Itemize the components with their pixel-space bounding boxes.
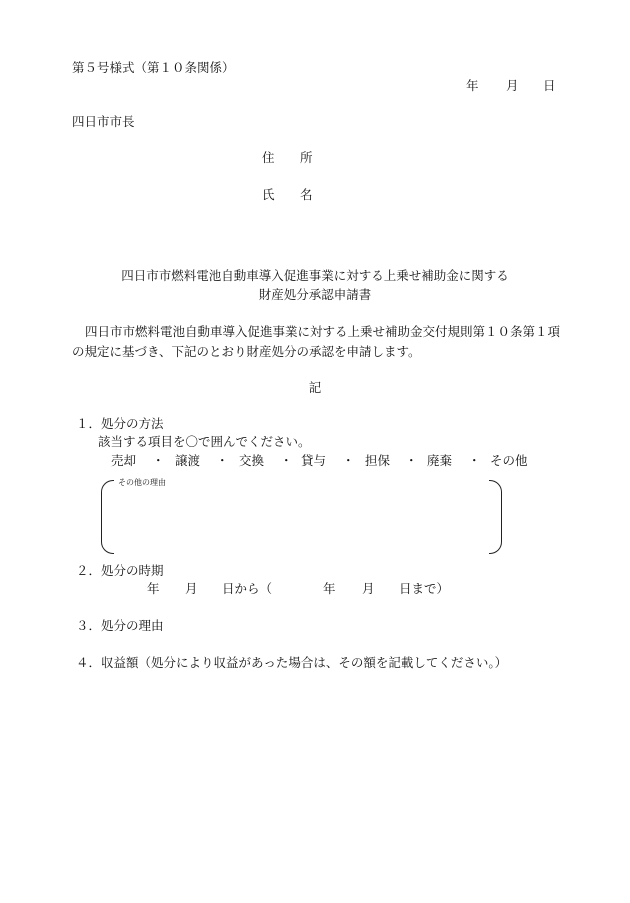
- option-separator: ・: [405, 453, 418, 468]
- date-year-label: 年: [466, 78, 479, 93]
- ki-label: 記: [308, 380, 322, 395]
- option-exchange[interactable]: 交換: [239, 453, 265, 468]
- name-label-1: 氏: [262, 187, 275, 202]
- right-bracket: [489, 480, 502, 554]
- date-month-label: 月: [506, 78, 519, 93]
- option-separator: ・: [342, 453, 355, 468]
- section1-heading: １．処分の方法: [76, 416, 164, 431]
- option-collateral[interactable]: 担保: [365, 453, 391, 468]
- body-line-2: の規定に基づき、下記のとおり財産処分の承認を申請します。: [72, 344, 421, 359]
- address-label-2: 所: [300, 150, 313, 165]
- from-day-label: 日から（: [222, 581, 273, 596]
- to-day-label: 日まで）: [399, 581, 450, 596]
- form-number: 第５号様式（第１０条関係）: [72, 60, 235, 75]
- date-day-label: 日: [543, 78, 556, 93]
- other-reason-label: その他の理由: [118, 478, 166, 487]
- to-month-label: 月: [362, 581, 375, 596]
- section1-instruction: 該当する項目を〇で囲んでください。: [98, 434, 311, 449]
- title-line-2: 財産処分承認申請書: [258, 287, 372, 302]
- option-lend[interactable]: 貸与: [301, 453, 327, 468]
- option-sale[interactable]: 売却: [111, 453, 137, 468]
- option-separator: ・: [280, 453, 293, 468]
- body-line-1: 四日市市燃料電池自動車導入促進事業に対する上乗せ補助金交付規則第１０条第１項: [85, 324, 561, 339]
- section2-heading: ２．処分の時期: [76, 563, 164, 578]
- address-label-1: 住: [262, 150, 275, 165]
- from-month-label: 月: [185, 581, 198, 596]
- option-other[interactable]: その他: [490, 453, 528, 468]
- option-transfer[interactable]: 譲渡: [175, 453, 201, 468]
- section3-heading: ３．処分の理由: [76, 618, 164, 633]
- from-year-label: 年: [147, 581, 160, 596]
- option-separator: ・: [152, 453, 165, 468]
- name-label-2: 名: [300, 187, 313, 202]
- to-year-label: 年: [323, 581, 336, 596]
- left-bracket: [101, 480, 114, 554]
- option-disposal[interactable]: 廃棄: [427, 453, 453, 468]
- addressee: 四日市市長: [72, 114, 135, 129]
- option-separator: ・: [216, 453, 229, 468]
- option-separator: ・: [468, 453, 481, 468]
- title-line-1: 四日市市燃料電池自動車導入促進事業に対する上乗せ補助金に関する: [121, 268, 509, 283]
- section4-heading: ４．収益額（処分により収益があった場合は、その額を記載してください。）: [76, 655, 508, 670]
